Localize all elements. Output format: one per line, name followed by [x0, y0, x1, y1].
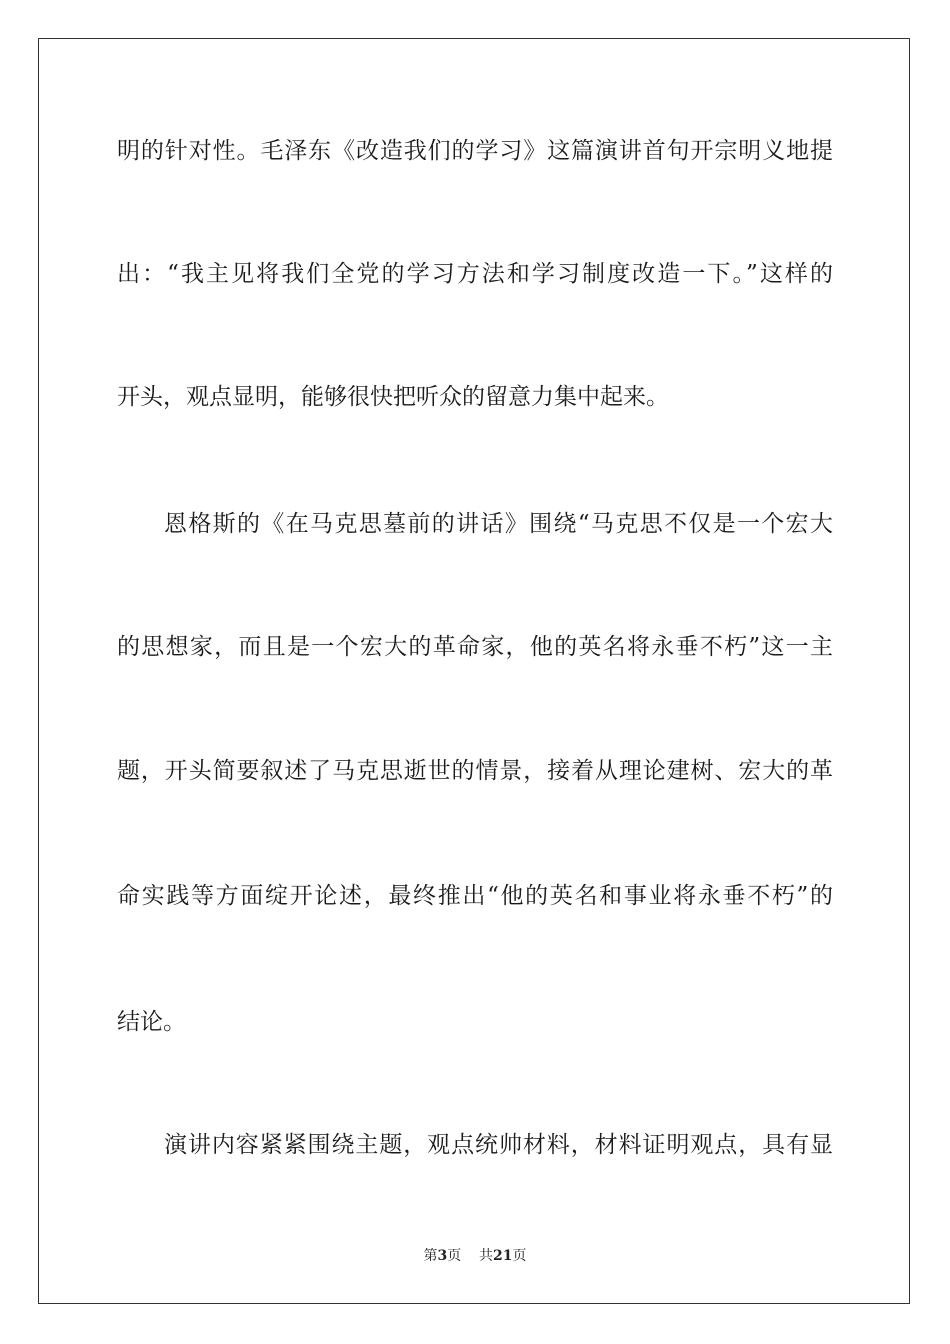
total-pages: 21 [493, 1248, 513, 1264]
paragraph-line: 演讲内容紧紧围绕主题，观点统帅材料，材料证明观点，具有显 [164, 1132, 833, 1158]
paragraph-line: 结论。 [117, 1009, 186, 1035]
paragraph-line: 题，开头简要叙述了马克思逝世的情景，接着从理论建树、宏大的革 [117, 758, 833, 784]
paragraph-line: 出：“我主见将我们全党的学习方法和学习制度改造一下。”这样的 [117, 261, 833, 287]
paragraph-line: 开头，观点显明，能够很快把听众的留意力集中起来。 [117, 384, 669, 410]
page-suffix: 页 [447, 1248, 462, 1264]
total-prefix: 共 [479, 1248, 494, 1264]
paragraph-line: 明的针对性。毛泽东《改造我们的学习》这篇演讲首句开宗明义地提 [117, 138, 833, 164]
paragraph-line: 命实践等方面绽开论述，最终推出“他的英名和事业将永垂不朽”的 [117, 883, 833, 909]
total-suffix: 页 [512, 1248, 527, 1264]
paragraph-line: 的思想家，而且是一个宏大的革命家，他的英名将永垂不朽”这一主 [117, 634, 833, 660]
paragraph-line: 恩格斯的《在马克思墓前的讲话》围绕“马克思不仅是一个宏大 [164, 511, 833, 537]
page-footer [0, 1245, 950, 1265]
page-number: 3 [437, 1248, 448, 1264]
page-prefix: 第 [423, 1248, 438, 1264]
page-border [38, 38, 910, 1304]
